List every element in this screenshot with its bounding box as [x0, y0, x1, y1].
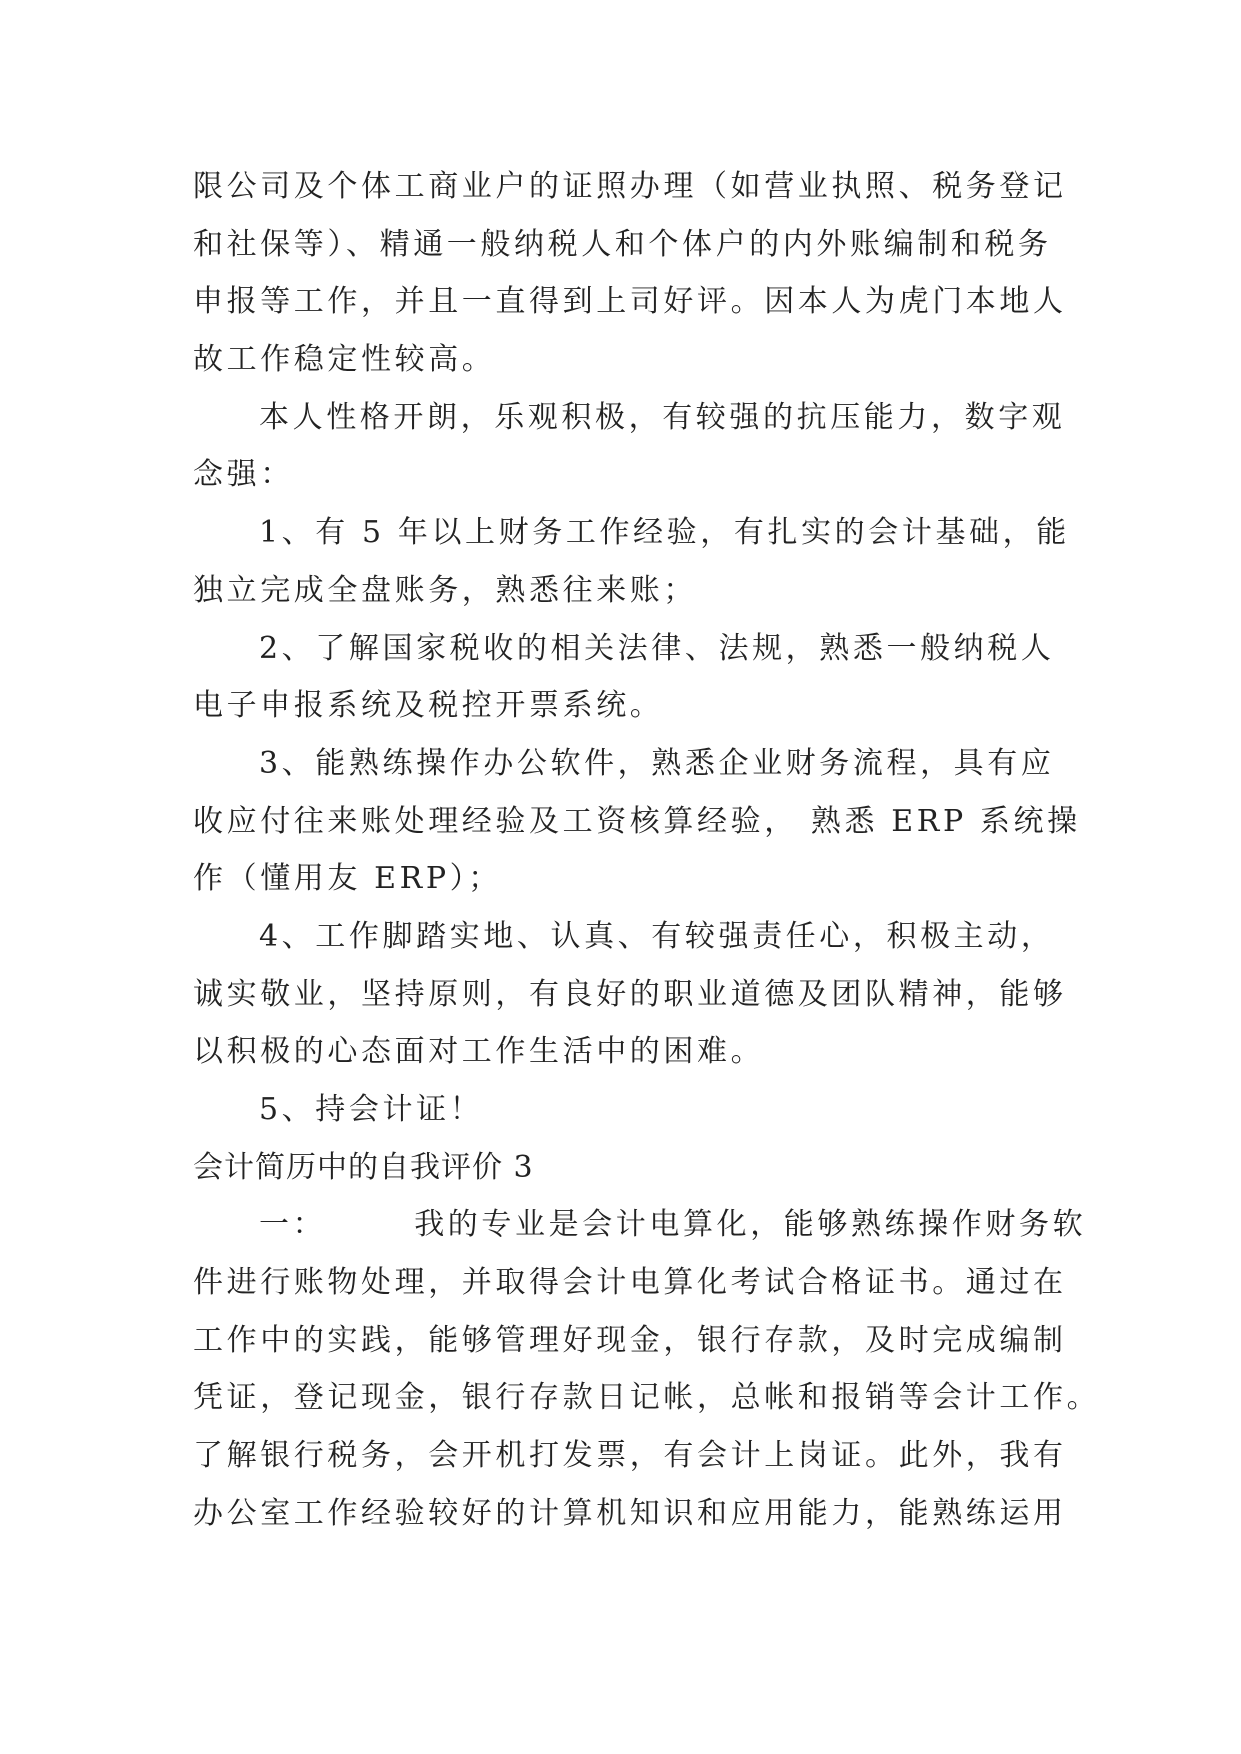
text-line: 电子申报系统及税控开票系统。: [193, 688, 664, 724]
text-line: [193, 1196, 1087, 1254]
text-line: 凭证，登记现金，银行存款日记帐，总帐和报销等会计工作。: [193, 1380, 1101, 1416]
section-heading: 会计简历中的自我评价 3: [193, 1149, 534, 1185]
text-line: 独立完成全盘账务，熟悉往来账；: [193, 572, 697, 608]
text-line: 工作中的实践，能够管理好现金，银行存款，及时完成编制: [193, 1322, 1067, 1358]
text-line: 了解银行税务，会开机打发票，有会计上岗证。此外，我有: [193, 1438, 1067, 1474]
list-item: 2、了解国家税收的相关法律、法规，熟悉一般纳税人: [259, 630, 1055, 666]
list-item: 5、持会计证！: [259, 1092, 484, 1127]
text-line: 诚实敬业，坚持原则，有良好的职业道德及团队精神，能够: [193, 976, 1067, 1012]
text-line: 收应付往来账处理经验及工资核算经验， 熟悉 ERP 系统操: [193, 803, 1081, 839]
text-line: 念强：: [193, 457, 294, 493]
list-item: 4、工作脚踏实地、认真、有较强责任心，积极主动，: [259, 918, 1055, 954]
text-line: 作（懂用友 ERP）；: [193, 861, 502, 897]
text-line: 以积极的心态面对工作生活中的困难。: [193, 1034, 765, 1070]
text-line: 办公室工作经验较好的计算机知识和应用能力，能熟练运用: [193, 1495, 1067, 1531]
text-line: 和社保等）、精通一般纳税人和个体户的内外账编制和税务: [193, 226, 1052, 262]
text-line: 申报等工作，并且一直得到上司好评。因本人为虎门本地人: [193, 284, 1067, 320]
document-body: [193, 158, 1101, 1543]
paragraph-start: 我的专业是会计电算化，能够熟练操作财务软: [414, 1207, 1087, 1243]
list-item: 3、能熟练操作办公软件，熟悉企业财务流程，具有应: [259, 745, 1055, 781]
list-item: 1、有 5 年以上财务工作经验，有扎实的会计基础，能: [259, 515, 1070, 551]
text-line: 故工作稳定性较高。: [193, 342, 496, 378]
text-line: 本人性格开朗，乐观积极，有较强的抗压能力，数字观: [259, 399, 1066, 435]
section-number: 一：: [259, 1207, 327, 1243]
text-line: 件进行账物处理，并取得会计电算化考试合格证书。通过在: [193, 1265, 1067, 1301]
text-line: 限公司及个体工商业户的证照办理（如营业执照、税务登记: [193, 169, 1067, 204]
